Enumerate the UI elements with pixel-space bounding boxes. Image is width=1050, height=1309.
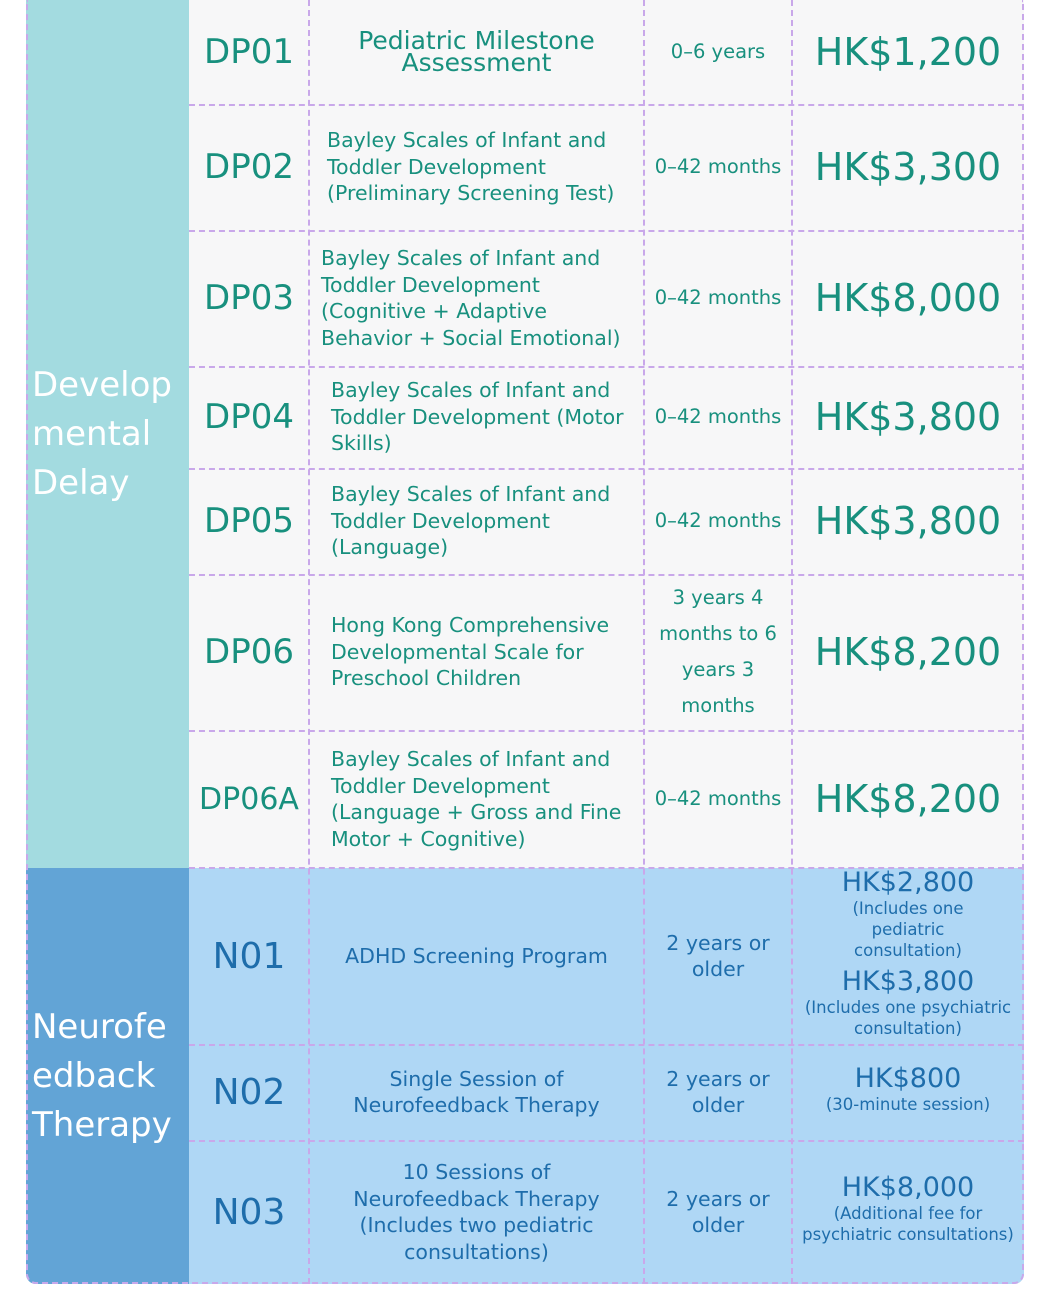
table-row [189, 468, 1024, 574]
service-name: Bayley Scales of Infant and Toddler Development (Preliminary Screening Test) [327, 128, 615, 206]
service-name: Bayley Scales of Infant and Toddler Development (Cognitive + Adaptive Behavior + Social Emotional) [321, 246, 621, 350]
price-options [792, 1044, 1024, 1140]
price-note: (30-minute session) [825, 1094, 991, 1114]
age-range: 2 years or older [666, 1187, 770, 1237]
category-label: Developmental Delay [32, 364, 172, 503]
category-label: Neurofeedback Therapy [32, 1006, 172, 1145]
table-row [189, 1044, 1024, 1140]
table-row [189, 730, 1024, 868]
service-code: N02 [212, 1071, 286, 1113]
fee-table [26, 0, 1024, 1284]
table-row [189, 868, 1024, 1044]
service-code: N03 [212, 1191, 286, 1233]
column-divider [791, 0, 793, 1284]
price: HK$3,800 [814, 395, 1002, 439]
price: HK$8,200 [814, 777, 1002, 821]
price: HK$8,000 [814, 276, 1002, 320]
price-note: (Includes one pediatric consultation) [852, 898, 964, 960]
column-divider [308, 0, 310, 1284]
row-divider [189, 230, 1024, 232]
table-row [189, 230, 1024, 366]
service-name: Bayley Scales of Infant and Toddler Development (Motor Skills) [331, 378, 624, 456]
age-range: 2 years or older [666, 1067, 770, 1117]
service-name: 10 Sessions of Neurofeedback Therapy (Includes two pediatric consultations) [353, 1160, 600, 1264]
column-divider [643, 0, 645, 1284]
service-name: Bayley Scales of Infant and Toddler Development (Language + Gross and Fine Motor + Cognitive) [331, 747, 622, 851]
service-code: DP06A [199, 781, 299, 817]
category-neurofeedback-therapy [26, 868, 189, 1284]
price: HK$800 [854, 1062, 962, 1094]
service-code: DP02 [204, 147, 294, 187]
age-range: 0–42 months [654, 286, 782, 309]
row-divider [189, 1140, 1024, 1142]
row-divider [189, 468, 1024, 470]
age-range: 0–42 months [654, 155, 782, 178]
price: HK$3,800 [814, 499, 1002, 543]
service-code: DP03 [204, 278, 294, 318]
table-row [189, 366, 1024, 468]
service-name: Hong Kong Comprehensive Developmental Scale for Preschool Children [331, 613, 610, 691]
age-range: 2 years or older [666, 931, 770, 981]
age-range: 0–6 years [670, 40, 766, 63]
service-code: DP01 [204, 32, 294, 72]
category-developmental-delay [26, 0, 189, 868]
row-divider [189, 867, 1024, 869]
service-name: Bayley Scales of Infant and Toddler Development (Language) [331, 482, 611, 560]
row-divider [189, 730, 1024, 732]
age-range: 0–42 months [654, 787, 782, 810]
price: HK$1,200 [814, 30, 1002, 74]
service-name: Single Session of Neurofeedback Therapy [353, 1066, 600, 1117]
price: HK$2,800 [841, 866, 975, 898]
age-range: 0–42 months [654, 405, 782, 428]
price: HK$8,200 [814, 630, 1002, 674]
price: HK$8,000 [841, 1172, 975, 1203]
row-divider [189, 1044, 1024, 1046]
age-range: 0–42 months [654, 509, 782, 532]
row-divider [189, 574, 1024, 576]
price: HK$3,800 [841, 965, 975, 997]
service-name: ADHD Screening Program [345, 943, 608, 968]
table-row [189, 104, 1024, 230]
age-range: 3 years 4 months to 6 years 3 months [659, 586, 777, 717]
row-divider [189, 366, 1024, 368]
table-row [189, 0, 1024, 104]
price-note: (Includes one psychiatric consultation) [804, 997, 1012, 1038]
price-options [792, 868, 1024, 1044]
service-code: DP06 [204, 632, 294, 672]
service-code: DP04 [204, 397, 294, 437]
service-name: Pediatric Milestone Assessment [358, 26, 595, 77]
price-note: (Additional fee for psychiatric consultations) [802, 1204, 1014, 1244]
price: HK$3,300 [814, 145, 1002, 189]
service-code: DP05 [204, 501, 294, 541]
price-options [792, 1140, 1024, 1284]
row-divider [189, 104, 1024, 106]
table-row [189, 574, 1024, 730]
service-code: N01 [212, 935, 286, 977]
table-row [189, 1140, 1024, 1284]
